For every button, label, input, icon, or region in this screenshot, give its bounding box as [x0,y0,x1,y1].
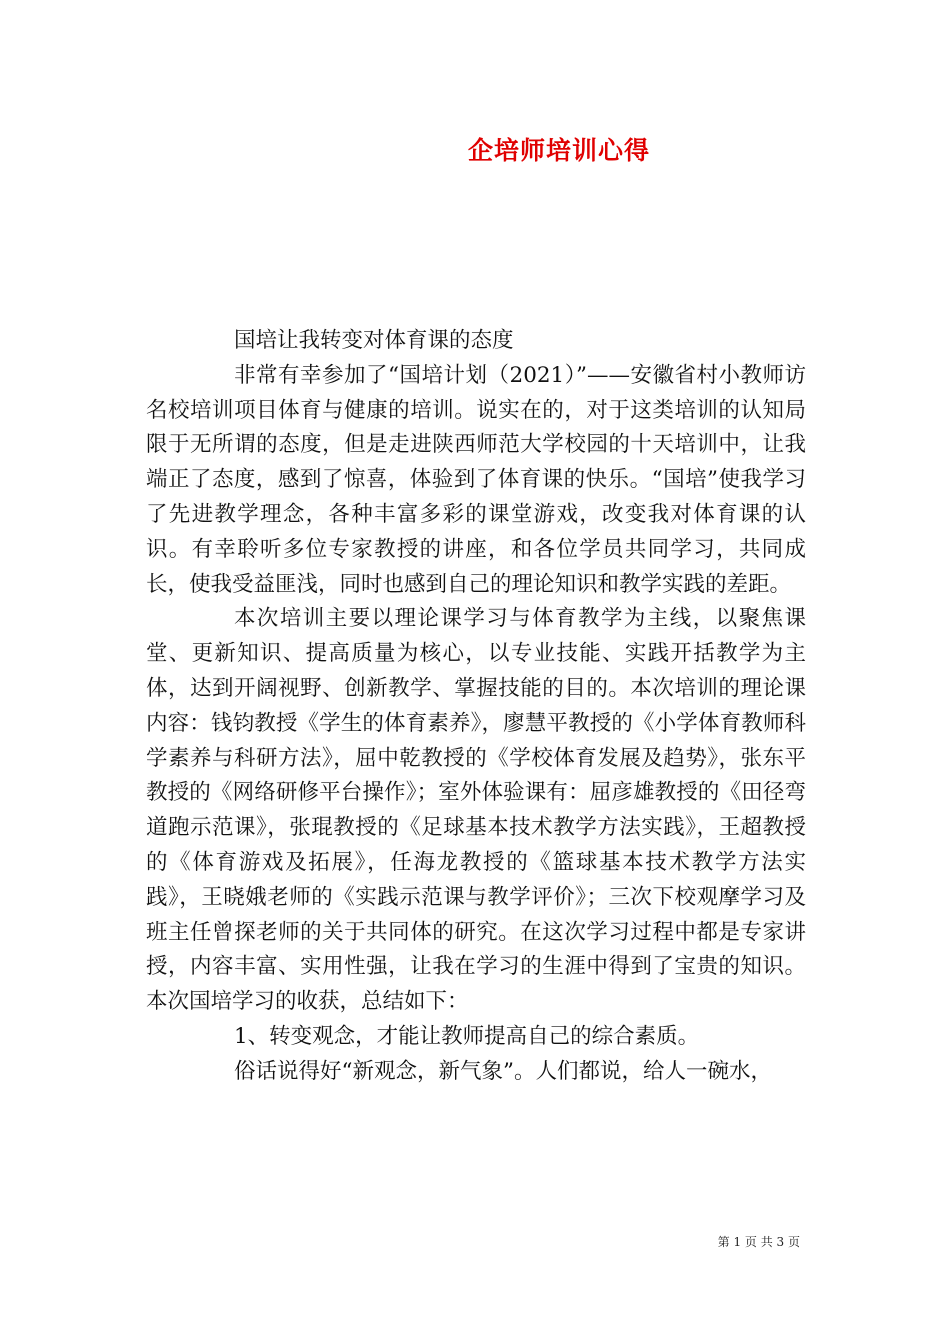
document-body [146,324,806,1090]
document-subtitle: 国培让我转变对体育课的态度 [234,328,514,353]
paragraph-proverb: 俗话说得好“新观念，新气象”。人们都说，给人一碗水， [234,1058,772,1084]
paragraph-point-1: 1、转变观念，才能让教师提高自己的综合素质。 [234,1023,700,1049]
document-title: 企培师培训心得 [467,136,650,165]
paragraph-intro: 非常有幸参加了“国培计划（2021）”——安徽省村小教师访名校培训项目体育与健康的培训。说实在的，对于这类培训的认知局限于无所谓的态度，但是走进陕西师范大学校园的十天培训中，让我端正了态度，感到了惊喜，体验到了体育课的快乐。“国培”使我学习了先进教学理念，各种丰富多彩的课堂游戏，改变我对体育课的认识。有幸聆听多位专家教授的讲座，和各位学员共同学习，共同成长，使我受益匪浅，同时也感到自己的理论知识和教学实践的差距。 [146,362,806,597]
page-number: 第 1 页 共 3 页 [717,1235,800,1249]
paragraph-training-content: 本次培训主要以理论课学习与体育教学为主线，以聚焦课堂、更新知识、提高质量为核心，以专业技能、实践开括教学为主体，达到开阔视野、创新教学、掌握技能的目的。本次培训的理论课内容：钱钧教授《学生的体育素养》，廖慧平教授的《小学体育教师科学素养与科研方法》，屈中乾教授的《学校体育发展及趋势》，张东平教授的《网络研修平台操作》；室外体验课有：屈彦雄教授的《田径弯道跑示范课》，张琨教授的《足球基本技术教学方法实践》，王超教授的《体育游戏及拓展》，任海龙教授的《篮球基本技术教学方法实践》，王晓娥老师的《实践示范课与教学评价》；三次下校观摩学习及班主任曾探老师的关于共同体的研究。在这次学习过程中都是专家讲授，内容丰富、实用性强，让我在学习的生涯中得到了宝贵的知识。本次国培学习的收获，总结如下： [146,606,806,1015]
